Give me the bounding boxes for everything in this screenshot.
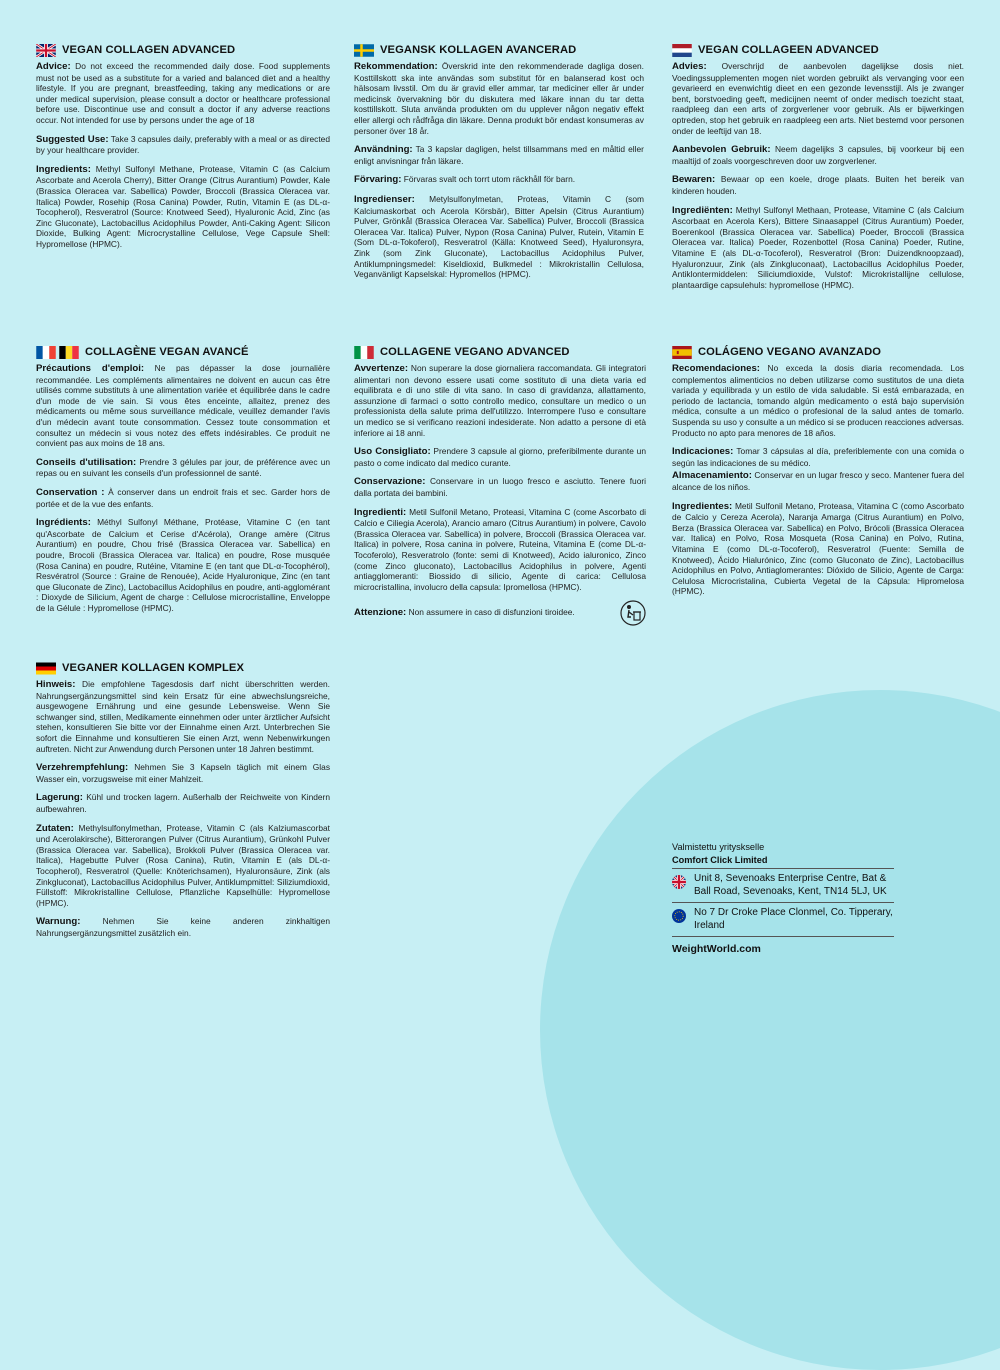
section-spanish [672, 346, 964, 605]
use-label: Aanbevolen Gebruik: [672, 144, 771, 156]
storage-text: Kühl und trocken lagern. Außerhalb der Reichweite von Kindern aufbewahren. [36, 792, 330, 814]
recycle-bin-icon [620, 600, 646, 626]
advice-text: Non superare la dose giornaliera raccomandata. Gli integratori alimentari non devono essere usati come sostituto di una dieta varia ed equilibrata e di uno stile di vita sano. In caso di gravidanza, allattamento, assunzione di farmaci o sotto controllo medico, consultare un medico o un professionista della salute prima dell'utilizzo. Interrompere l'uso e consultare un medico se si verificano reazioni indesiderate. Non adatto a persone di età inferiore ai 18 anni. [354, 363, 647, 438]
address-uk [672, 869, 894, 903]
ingredients-text: Metylsulfonylmetan, Proteas, Vitamin C (som Kalciumaskorbat och Acerola Körsbär), Bitter Apelsin (Citrus Aurantium) Pulver, Grönkål (Brassica Oleracea Var. Sabellica) Pulver, Broccoli (Brassica Oleracea Var. Italica) Pulver, Nypon (Rosa Canina) Pulver, Rutein, Vitamin E (Som DL-α-Tokoferol), Resveratrol (Källa: Knotweed Seed), Hyaluronsyra, Zink (som Zink Gluconate), Lactobacillus Acidophilus Pulver, Antiklumpningsmedel: Kiseldioxid, Bulkmedel : Mikrokristallin Cellulosa, Veganvänligt Kapselskal: Hypromellos (HPMC). [354, 193, 644, 280]
storage-label: Förvaring: [354, 174, 402, 186]
ingredients-label: Ingredienti: [354, 506, 407, 518]
storage-text: Conservare in un luogo fresco e asciutto. Tenere fuori dalla portata dei bambini. [354, 476, 647, 498]
advice-label: Recomendaciones: [672, 363, 760, 374]
section-title: VEGAN COLLAGEEN ADVANCED [698, 44, 879, 57]
use-text: Prendre 3 gélules par jour, de préférence avec un repas ou en suivant les conseils d'un professionnel de santé. [36, 456, 331, 479]
ingredients-label: Ingrediënten: [672, 204, 733, 216]
manufactured-for-label: Valmistettu yrityskselle [672, 842, 765, 852]
germany-flag-icon [36, 662, 56, 675]
ingredients-text: Méthyl Sulfonyl Méthane, Protéase, Vitamine C (en tant qu'Ascorbate de Calcium et Cerise d'Acérola), Orange amère (Citrus Aurantium) en poudre, Chou frisé (Brassica Oleracea var. Sabellica) en poudre, Brocoli (Brassica Oleracea var. Italica) en poudre, Rose musquée (Rosa Canina) en poudre, Rutéine, Vitamine E (en tant que DL-α-Tocophérol), Resvératrol (Source : Graine de Renouée), Acide Hyaluronique, Zinc (en tant que Gluconate de Zinc), Lactobacillus Acidophilus en poudre, anti-agglomérant : Dioxyde de Silicium, Agent de charge : Cellulose microcristalline, Enveloppe de la Gélule : Hypromellose (HPMC). [36, 517, 331, 613]
uk-flag-icon [36, 44, 56, 57]
ingredients-text: Methylsulfonylmethan, Protease, Vitamin C (als Kalziumascorbat und Acerolakirsche), Bitterorangen Pulver (Citrus Aurantium), Grünkohl Pulver (Brassica Oleracea var. Sabellica), Brokkoli Pulver (Brassica Oleracea var. Italica), Hagebutte Pulver (Rosa Canina), Rutin, Vitamin E (als DL-α-Tocopherol), Resveratrol (Quelle: Knöterichsamen), Hyaluronsäure, Zink (als Zinkgluconat), Lactobacillus Acidophilus Pulver, Antiklumpmittel: Siliziumdioxid, Füllstoff: Mikrokristalline Cellulose, Pflanzliche Kapselhülle: Hypromellose (HPMC). [36, 822, 330, 908]
attention-label: Attenzione: [354, 607, 407, 619]
section-title: COLÁGENO VEGANO AVANZADO [698, 346, 882, 359]
ingredients-text: Methyl Sulfonyl Methane, Protease, Vitamin C (as Calcium Ascorbate and Acerola Cherry), Bitter Orange (Citrus Aurantium) Powder, Kale (Brassica Oleracea var. Sabellica) Powder, Broccoli (Brassica Oleracea var. Italica) Powder, Rosehip (Rosa Canina) Powder, Rutin, Vitamin E (as DL-α-Tocopherol), Resveratrol (Source: Knotweed Seed), Hyaluronic Acid, Zinc (as Zinc Gluconate), Lactobacillus Acidophilus Powder, Anti-Caking Agent: Silicon Dioxide, Bulking Agent: Microcrystalline Cellulose, Vege Capsule Shell: Hypromellose (HPMC). [36, 163, 330, 249]
ingredients-label: Ingredients: [36, 163, 91, 175]
use-label: Suggested Use: [36, 133, 109, 145]
use-text: Ta 3 kapslar dagligen, helst tillsammans med en måltid eller enligt anvisningar från läkare. [354, 144, 644, 166]
use-label: Conseils d'utilisation: [36, 456, 137, 468]
brand-website[interactable]: WeightWorld.com [672, 943, 761, 955]
use-label: Uso Consigliato: [354, 446, 431, 458]
france-flag-icon [36, 346, 56, 359]
section-title: COLLAGENE VEGANO ADVANCED [380, 346, 570, 359]
advice-label: Précautions d'emploi: [36, 363, 145, 374]
ingredients-text: Metil Sulfonil Metano, Proteasa, Vitamina C (como Ascorbato de Calcio y Cereza Acerola), Naranja Amarga (Citrus Aurantium) en Polvo, Berza (Brassica Oleracea var. Sabellica) en Polvo, Brócoli (Brassica Oleracea var. Italica) en Polvo, Rosa Mosqueta (Rosa Canina) en Polvo, Rutina, Vitamina E (como DL-α-Tocoferol), Resveratrol (Fuente: Semilla de Knotweed), Ácido Hialurónico, Zinc (como Gluconato de Zinc), Lactobacillus Acidophilus en Polvo, Antiaglomerantes: Dióxido de Silicio, Agente de Carga: Celulosa Microcristalina, Cubierta Vegetal de la Cápsula: Hipromelosa (HPMC). [672, 500, 964, 597]
storage-text: À conserver dans un endroit frais et sec. Garder hors de portée et de la vue des enfants. [36, 486, 330, 509]
spain-flag-icon [672, 346, 692, 359]
storage-label: Conservazione: [354, 476, 426, 488]
address-ireland [672, 903, 894, 937]
section-italian [354, 346, 646, 626]
section-title: VEGANSK KOLLAGEN AVANCERAD [380, 44, 577, 57]
section-french [36, 346, 330, 621]
ingredients-label: Ingredienser: [354, 193, 415, 205]
use-label: Verzehrempfehlung: [36, 762, 129, 774]
use-label: Indicaciones: [672, 446, 734, 458]
warning-label: Warnung: [36, 916, 81, 928]
section-title: VEGANER KOLLAGEN KOMPLEX [62, 662, 245, 675]
storage-label: Conservation : [36, 486, 105, 498]
belgium-flag-icon [59, 346, 79, 359]
sweden-flag-icon [354, 44, 374, 57]
advice-text: Die empfohlene Tagesdosis darf nicht überschritten werden. Nahrungsergänzungsmittel sind kein Ersatz für eine abwechslungsreiche, ausgewogene Ernährung und eine gesunde Lebensweise. Wenn Sie schwanger sind, stillen, Medikamente einnehmen oder unter ärztlicher Aufsicht stehen, konsultieren Sie bitte vor der Einnahme einen Arzt. Unterbrechen Sie sofort die Einnahme und konsultieren Sie einen Arzt, wenn Nebenwirkungen auftreten. Nicht zur Anwendung durch Personen unter 18 Jahren bestimmt. [36, 679, 331, 754]
advice-text: Do not exceed the recommended daily dose. Food supplements must not be used as a substitute for a varied and balanced diet and a healthy lifestyle. If you are pregnant, breastfeeding, taking any medications or are under medical supervision, please consult a doctor or healthcare professional before use. Discontinue use and consult a doctor if any adverse reactions occur. Not intended for use by persons under the age of 18 [36, 61, 331, 125]
netherlands-flag-icon [672, 44, 692, 57]
use-text: Prendere 3 capsule al giorno, preferibilmente durante un pasto o come indicato dal medico curante. [354, 446, 646, 468]
company-name: Comfort Click Limited [672, 852, 894, 869]
ingredients-label: Ingredientes: [672, 500, 733, 512]
attention-text: Non assumere in caso di disfunzioni tiroidee. [408, 607, 575, 618]
advice-text: Överskrid inte den rekommenderade dagliga dosen. Kosttillskott ska inte användas som substitut för en balanserad kost och hälsosam livsstil. Om du är gravid eller ammar, tar mediciner eller är under medicinsk övervakning bör du diskutera med läkare innan du tar detta kosttillskott. Sluta använda produkten om du upplever någon negativ effekt eller allergi och rådfråga din läkare. Denna produkt bör endast konsumeras av personer över 18 år. [354, 61, 644, 136]
ingredients-text: Methyl Sulfonyl Methaan, Protease, Vitamine C (als Calcium Ascorbaat en Acerola Kers), Bittere Sinaasappel (Citrus Aurantium) Poeder, Boerenkool (Brassica Oleracea var. Sabellica) Poeder, Broccoli (Brassica Oleracea var. Italica) Poeder, Rozenbottel (Rosa Canina) Poeder, Rutine, Vitamine E (als DL-α-Tocoferol), Resveratrol (Bron: Duizendknoopzaad), Hyaluronzuur, Zink (als Zinkgluconaat), Lactobacillus Acidophilus Poeder, Antiklontermiddelen: Siliciumdioxide, Vulstof: Microkristallijne cellulose, plantaardige capsulehuls: hypromellose (HPMC). [672, 204, 965, 290]
italy-flag-icon [354, 346, 374, 359]
address-ireland-text: No 7 Dr Croke Place Clonmel, Co. Tipperary, Ireland [694, 907, 893, 931]
use-text: Take 3 capsules daily, preferably with a meal or as directed by your healthcare provider. [36, 133, 330, 156]
address-uk-text: Unit 8, Sevenoaks Enterprise Centre, Bat & Ball Road, Sevenoaks, Kent, TN14 5LJ, UK [694, 873, 887, 897]
section-swedish [354, 44, 644, 288]
advice-label: Advies: [672, 61, 707, 72]
ingredients-label: Ingrédients: [36, 517, 91, 529]
advice-label: Hinweis: [36, 679, 76, 690]
storage-label: Almacenamiento: [672, 470, 752, 482]
uk-flag-icon [672, 875, 686, 889]
storage-text: Conservar en un lugar fresco y seco. Mantener fuera del alcance de los niños. [672, 470, 964, 492]
use-text: Nehmen Sie 3 Kapseln täglich mit einem Glas Wasser ein, vorzugsweise mit einer Mahlzeit. [36, 762, 331, 784]
section-title: COLLAGÈNE VEGAN AVANCÉ [85, 346, 249, 359]
use-label: Användning: [354, 144, 413, 156]
ingredients-text: Metil Sulfonil Metano, Proteasi, Vitamina C (come Ascorbato di Calcio e Ciliegia Acerola), Arancio amaro (Citrus Aurantium) in polvere, Cavolo (Brassica Oleracea var. Sabellica) in polvere, Broccoli (Brassica Oleracea var. Italica) in polvere, Rosa canina in polvere, Ruteina, Vitamina E (come DL-α-Tocoferolo), Resveratrolo (fonte: semi di Knotweed), Acido ialuronico, Zinco (come Zinco gluconato), Lactobacillus Acidophilus in polvere, Agenti antiagglomeranti: Biossido di silicio, Agente di carica: Cellulosa microcristallina, involucro della capsula: Ipromellosa (HPMC). [354, 506, 647, 592]
warning-text: Nehmen Sie keine anderen zinkhaltigen Nahrungsergänzungsmittel zusätzlich ein. [36, 916, 330, 938]
section-german [36, 662, 330, 946]
decorative-circle [540, 690, 1000, 1370]
storage-text: Bewaar op een koele, droge plaats. Buiten het bereik van kinderen houden. [672, 174, 964, 196]
storage-label: Lagerung: [36, 792, 83, 804]
storage-label: Bewaren: [672, 174, 716, 186]
company-info [672, 842, 894, 955]
advice-label: Rekommendation: [354, 61, 438, 72]
storage-text: Förvaras svalt och torrt utom räckhåll för barn. [403, 174, 576, 185]
eu-flag-icon [672, 909, 686, 923]
advice-text: Overschrijd de aanbevolen dagelijkse dosis niet. Voedingssupplementen mogen niet worden gebruikt als vervanging voor een gevarieerd en evenwichtig dieet en een gezonde levensstijl. Als je zwanger bent, borstvoeding geeft, medicijnen neemt of onder medisch toezicht staat, raadpleeg dan een arts of zorgverlener voor gebruik. Als er bijwerkingen optreden, stop het gebruik en raadpleeg een arts. Niet bestemd voor personen onder de leeftijd van 18. [672, 61, 964, 136]
advice-label: Advice: [36, 61, 71, 72]
section-dutch [672, 44, 964, 298]
section-english [36, 44, 330, 258]
advice-text: Ne pas dépasser la dose journalière recommandée. Les compléments alimentaires ne doivent en aucun cas être utilisés comme substituts à une alimentation variée et équilibrée dans le cadre d'un mode de vie sain. Si vous êtes enceinte, allaitez, prenez des médicaments ou même sous surveillance médicale, veuillez demander l'avis d'un médecin avant toute consommation. Cessez toute consommation et consultez un médecin si vous notez des effets indésirables. Ce produit ne convient pas aux moins de 18 ans. [36, 363, 330, 449]
section-title: VEGAN COLLAGEN ADVANCED [62, 44, 236, 57]
use-text: Tomar 3 cápsulas al día, preferiblemente con una comida o según las indicaciones de su médico. [672, 446, 964, 468]
advice-text: No exceda la dosis diaria recomendada. Los complementos alimenticios no deben utilizarse como sustitutos de una dieta variada y equilibrada y un estilo de vida saludable. Si está embarazada, en periodo de lactancia, tomando algún medicamento o está bajo supervisión médica, consulte a un médico o profesional de la salud antes de tomarlo. Suspenda su uso y consulte a un médico si se producen reacciones adversas. Producto no apto para menores de 18 años. [672, 363, 964, 438]
use-text: Neem dagelijks 3 capsules, bij voorkeur bij een maaltijd of zoals voorgeschreven door uw zorgverlener. [672, 144, 965, 166]
advice-label: Avvertenze: [354, 363, 409, 374]
ingredients-label: Zutaten: [36, 822, 74, 834]
